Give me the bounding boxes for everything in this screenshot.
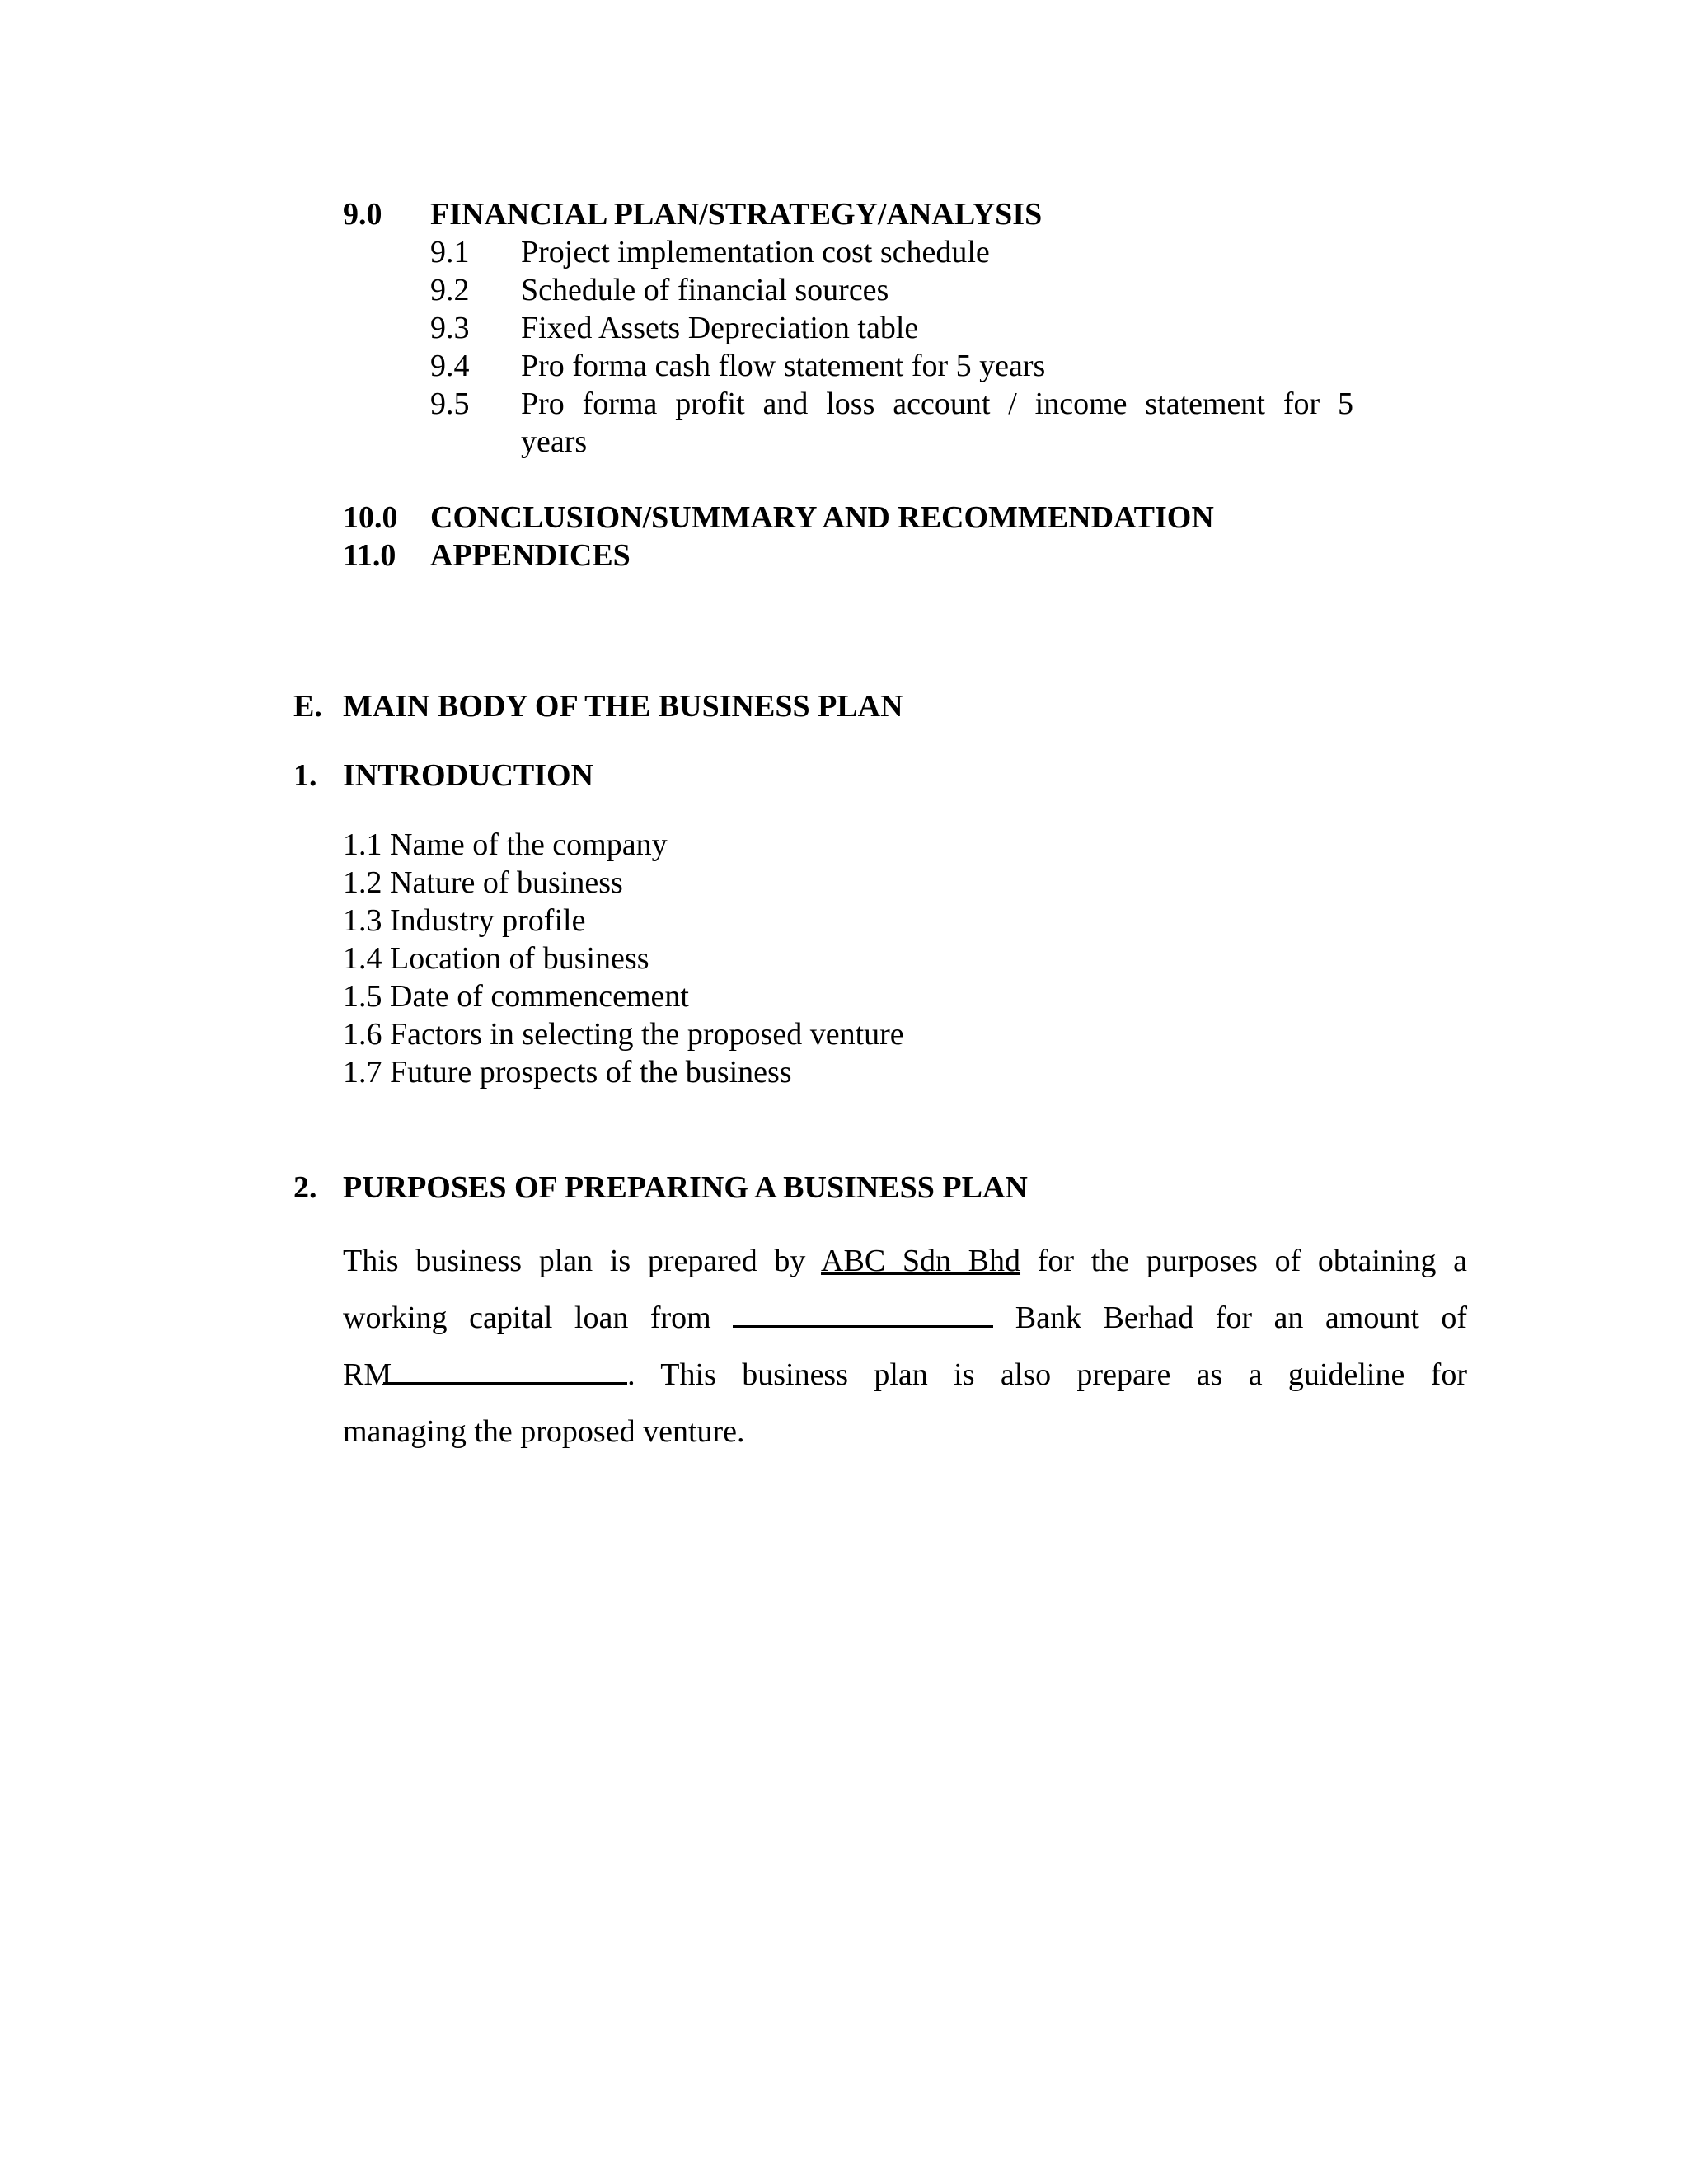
section-10-number: 10.0 [343, 500, 398, 535]
intro-item: 1.4 Location of business [343, 941, 649, 976]
item-9-5-text-line1: Pro forma profit and loss account / income statement for 5 [521, 387, 1353, 421]
loan-amount-blank[interactable] [383, 1356, 627, 1385]
main-body-heading-letter: E. [293, 689, 322, 724]
purposes-text: This business plan is prepared by [343, 1244, 806, 1278]
purposes-text: RM [343, 1357, 392, 1392]
intro-item: 1.6 Factors in selecting the proposed venture [343, 1017, 904, 1052]
item-9-1-text: Project implementation cost schedule [521, 235, 990, 269]
section-9-number: 9.0 [343, 197, 382, 232]
bank-name-blank[interactable] [733, 1299, 993, 1328]
purposes-text: Bank Berhad for an amount of [1015, 1301, 1468, 1335]
main-body-heading: MAIN BODY OF THE BUSINESS PLAN [343, 689, 903, 724]
item-9-3-number: 9.3 [430, 311, 470, 345]
intro-item: 1.7 Future prospects of the business [343, 1055, 792, 1090]
intro-item: 1.5 Date of commencement [343, 979, 689, 1014]
item-9-4-text: Pro forma cash flow statement for 5 years [521, 349, 1046, 383]
item-9-2-number: 9.2 [430, 273, 470, 307]
introduction-title: INTRODUCTION [343, 758, 594, 793]
purposes-text: . This business plan is also prepare as a guideline for [627, 1357, 1467, 1392]
section-11-title: APPENDICES [430, 538, 631, 573]
purposes-paragraph-line3 [343, 1356, 1467, 1394]
purposes-paragraph-line4: managing the proposed venture. [343, 1414, 745, 1449]
intro-item: 1.2 Nature of business [343, 865, 623, 900]
purposes-paragraph-line2 [343, 1299, 1467, 1337]
section-11-number: 11.0 [343, 538, 396, 573]
purposes-number: 2. [293, 1170, 317, 1205]
purposes-title: PURPOSES OF PREPARING A BUSINESS PLAN [343, 1170, 1028, 1205]
item-9-5-number: 9.5 [430, 387, 470, 421]
introduction-number: 1. [293, 758, 317, 793]
item-9-1-number: 9.1 [430, 235, 470, 269]
intro-item: 1.1 Name of the company [343, 827, 668, 862]
company-name: ABC Sdn Bhd [821, 1244, 1021, 1278]
item-9-5-text-line2: years [521, 424, 588, 459]
item-9-3-text: Fixed Assets Depreciation table [521, 311, 919, 345]
purposes-paragraph-line1 [343, 1242, 1467, 1280]
intro-item: 1.3 Industry profile [343, 903, 586, 938]
item-9-4-number: 9.4 [430, 349, 470, 383]
item-9-2-text: Schedule of financial sources [521, 273, 889, 307]
purposes-text: working capital loan from [343, 1301, 711, 1335]
section-10-title: CONCLUSION/SUMMARY AND RECOMMENDATION [430, 500, 1214, 535]
section-9-title: FINANCIAL PLAN/STRATEGY/ANALYSIS [430, 197, 1043, 232]
purposes-text: for the purposes of obtaining a [1037, 1244, 1468, 1278]
